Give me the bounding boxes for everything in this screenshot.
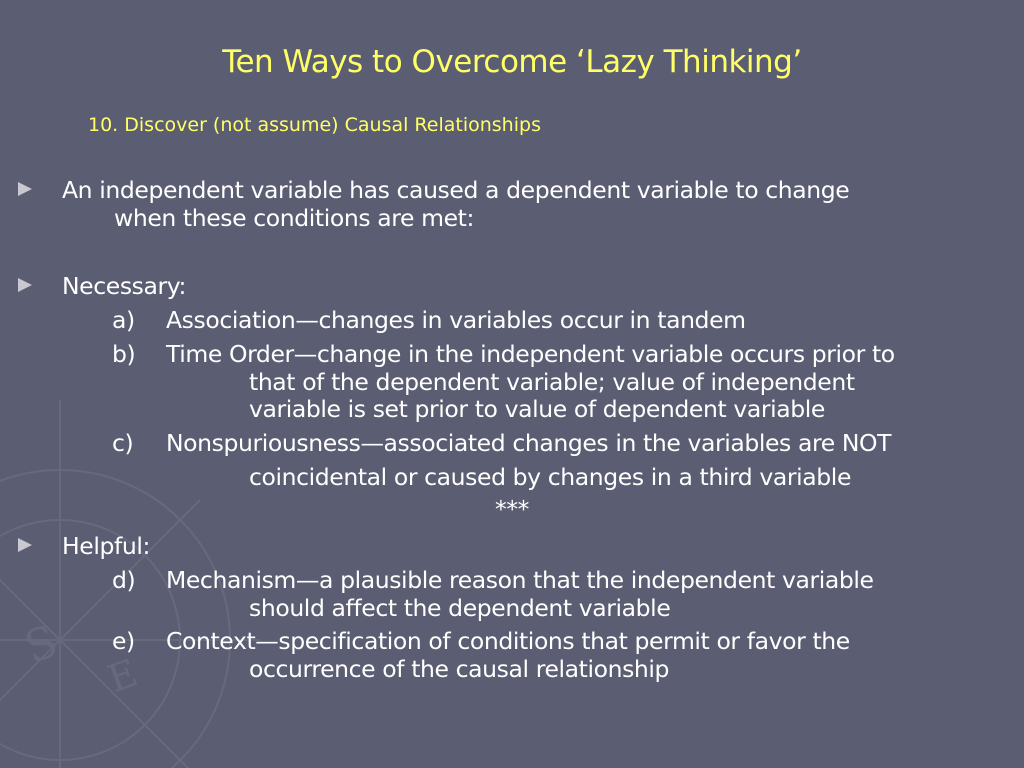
item-text: Time Order—change in the independent variable occurs prior to	[166, 340, 895, 368]
bullet-arrow-icon	[16, 176, 34, 204]
item-text: Nonspuriousness—associated changes in the variables are NOT	[166, 429, 892, 457]
slide-subtitle: 10. Discover (not assume) Causal Relationships	[88, 114, 541, 136]
item-marker: a)	[112, 306, 135, 334]
slide-title: Ten Ways to Overcome ‘Lazy Thinking’	[222, 44, 802, 80]
svg-text:E: E	[102, 650, 144, 702]
svg-text:S: S	[18, 615, 65, 674]
necessary-heading: Necessary:	[62, 272, 187, 300]
item-text: occurrence of the causal relationship	[249, 655, 670, 683]
separator: ***	[494, 495, 530, 523]
item-text: Association—changes in variables occur in tandem	[166, 306, 746, 334]
item-text: coincidental or caused by changes in a third variable	[249, 463, 851, 491]
item-marker: e)	[112, 627, 135, 655]
item-text: variable is set prior to value of dependent variable	[249, 395, 825, 423]
item-text: that of the dependent variable; value of independent	[249, 368, 855, 396]
item-marker: c)	[112, 429, 134, 457]
item-marker: b)	[112, 340, 136, 368]
helpful-heading: Helpful:	[62, 532, 150, 560]
item-marker: d)	[112, 566, 136, 594]
item-text: should affect the dependent variable	[249, 594, 671, 622]
intro-line-2: when these conditions are met:	[114, 204, 474, 232]
item-text: Mechanism—a plausible reason that the independent variable	[166, 566, 874, 594]
item-text: Context—specification of conditions that permit or favor the	[166, 627, 850, 655]
bullet-arrow-icon	[16, 532, 34, 560]
intro-line-1: An independent variable has caused a dependent variable to change	[62, 176, 850, 204]
bullet-arrow-icon	[16, 272, 34, 300]
